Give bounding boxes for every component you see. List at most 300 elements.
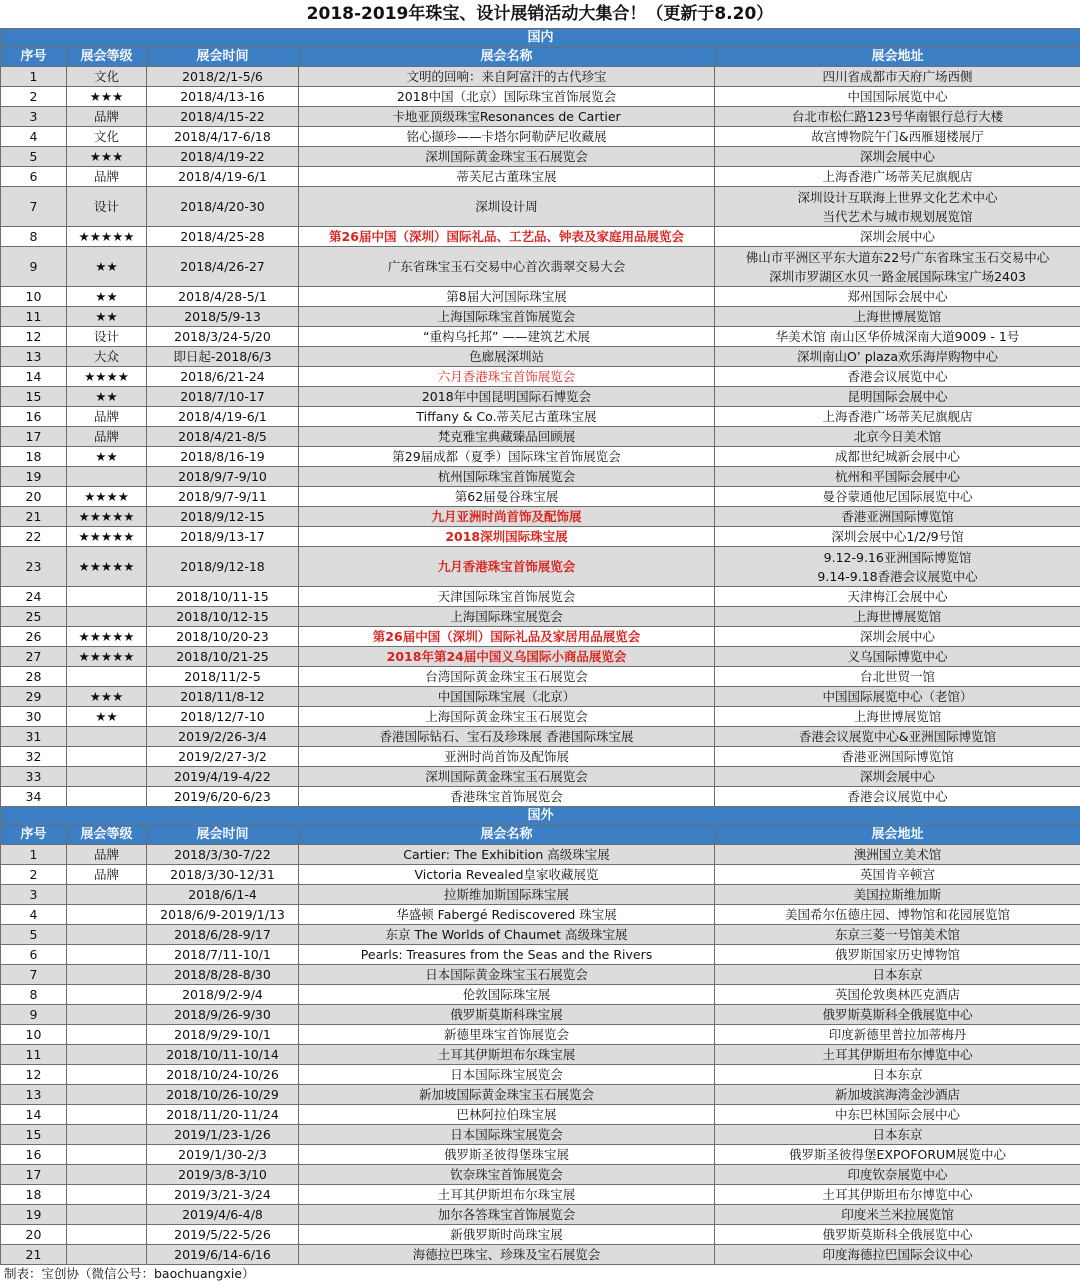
table-row <box>1 227 1080 247</box>
row-level <box>67 1185 147 1205</box>
row-level <box>67 945 147 965</box>
row-number: 13 <box>1 1085 67 1105</box>
section-label: 国外 <box>1 807 1080 826</box>
address-line: 北京今日美术馆 <box>853 429 942 444</box>
row-date: 2018/9/12-15 <box>147 507 299 527</box>
row-number: 9 <box>1 247 67 287</box>
row-level <box>67 1225 147 1245</box>
address-line: 深圳设计互联海上世界文化艺术中心 <box>797 189 998 205</box>
address-line: 俄罗斯国家历史博物馆 <box>834 947 960 962</box>
row-address <box>715 1045 1080 1065</box>
row-date: 2018/4/25-28 <box>147 227 299 247</box>
table-row <box>1 925 1080 945</box>
row-exhibition-name: 上海国际珠宝展览会 <box>299 607 715 627</box>
row-date: 2018/4/28-5/1 <box>147 287 299 307</box>
table-row <box>1 905 1080 925</box>
address-line: 台北市松仁路123号华南银行总行大楼 <box>791 109 1004 124</box>
column-header-col-address: 展会地址 <box>715 826 1080 845</box>
row-exhibition-name: 加尔各答珠宝首饰展览会 <box>299 1205 715 1225</box>
row-address <box>715 647 1080 667</box>
row-date: 2018/10/20-23 <box>147 627 299 647</box>
table-row <box>1 167 1080 187</box>
table-row <box>1 1125 1080 1145</box>
table-row <box>1 587 1080 607</box>
column-header-col-number: 序号 <box>1 826 67 845</box>
row-date: 2018/4/19-6/1 <box>147 167 299 187</box>
row-number: 34 <box>1 787 67 807</box>
address-line: 俄罗斯莫斯科全俄展览中心 <box>822 1007 973 1022</box>
row-date: 2018/3/30-12/31 <box>147 865 299 885</box>
row-exhibition-name: Victoria Revealed皇家收藏展览 <box>299 865 715 885</box>
row-exhibition-name: 东京 The Worlds of Chaumet 高级珠宝展 <box>299 925 715 945</box>
row-date: 2018/10/11-15 <box>147 587 299 607</box>
column-header-col-date: 展会时间 <box>147 48 299 67</box>
row-address <box>715 1065 1080 1085</box>
table-row <box>1 1165 1080 1185</box>
row-address <box>715 1085 1080 1105</box>
address-line: 深圳会展中心1/2/9号馆 <box>831 529 964 544</box>
row-number: 9 <box>1 1005 67 1025</box>
row-address <box>715 487 1080 507</box>
column-header-col-name: 展会名称 <box>299 826 715 845</box>
row-number: 19 <box>1 467 67 487</box>
row-level: ★★★ <box>67 87 147 107</box>
row-level: 设计 <box>67 327 147 347</box>
row-address <box>715 587 1080 607</box>
row-number: 16 <box>1 407 67 427</box>
table-row <box>1 1005 1080 1025</box>
row-exhibition-name: 2018深圳国际珠宝展 <box>299 527 715 547</box>
row-date: 2018/4/15-22 <box>147 107 299 127</box>
row-level <box>67 905 147 925</box>
table-row <box>1 945 1080 965</box>
row-exhibition-name: Tiffany & Co.蒂芙尼古董珠宝展 <box>299 407 715 427</box>
address-line: 深圳会展中心 <box>859 229 935 244</box>
row-date: 2019/6/20-6/23 <box>147 787 299 807</box>
table-row <box>1 527 1080 547</box>
row-level <box>67 727 147 747</box>
row-number: 18 <box>1 1185 67 1205</box>
row-date: 2018/10/12-15 <box>147 607 299 627</box>
row-address <box>715 447 1080 467</box>
row-level: ★★ <box>67 387 147 407</box>
address-line: 香港亚洲国际博览馆 <box>841 749 954 764</box>
row-address <box>715 107 1080 127</box>
row-date: 2018/7/10-17 <box>147 387 299 407</box>
row-number: 21 <box>1 507 67 527</box>
table-row <box>1 1225 1080 1245</box>
row-address <box>715 985 1080 1005</box>
address-line: 英国肯辛顿宫 <box>859 867 935 882</box>
address-line: 深圳市罗湖区水贝一路金展国际珠宝广场2403 <box>769 268 1026 284</box>
row-number: 11 <box>1 307 67 327</box>
row-number: 2 <box>1 865 67 885</box>
row-level: ★★★★ <box>67 367 147 387</box>
address-line: 香港会议展览中心 <box>847 789 948 804</box>
column-header-col-level: 展会等级 <box>67 48 147 67</box>
row-number: 31 <box>1 727 67 747</box>
address-line: 印度新德里普拉加蒂梅丹 <box>828 1027 967 1042</box>
row-date: 2018/2/1-5/6 <box>147 67 299 87</box>
row-exhibition-name: 2018年第24届中国义乌国际小商品展览会 <box>299 647 715 667</box>
row-number: 29 <box>1 687 67 707</box>
row-date: 2019/5/22-5/26 <box>147 1225 299 1245</box>
row-date: 2018/9/13-17 <box>147 527 299 547</box>
row-number: 21 <box>1 1245 67 1265</box>
row-exhibition-name: 新德里珠宝首饰展览会 <box>299 1025 715 1045</box>
row-exhibition-name: 色廊展深圳站 <box>299 347 715 367</box>
address-line: 9.12-9.16亚洲国际博览馆 <box>823 549 972 565</box>
row-exhibition-name: 海德拉巴珠宝、珍珠及宝石展览会 <box>299 1245 715 1265</box>
row-exhibition-name: 中国国际珠宝展（北京） <box>299 687 715 707</box>
row-date: 2019/3/8-3/10 <box>147 1165 299 1185</box>
table-row <box>1 367 1080 387</box>
table-row <box>1 787 1080 807</box>
address-line: 东京三菱一号馆美术馆 <box>834 927 960 942</box>
row-level: ★★★★★ <box>67 507 147 527</box>
row-date: 2018/6/9-2019/1/13 <box>147 905 299 925</box>
row-exhibition-name: 日本国际珠宝展览会 <box>299 1065 715 1085</box>
row-exhibition-name: 俄罗斯圣彼得堡珠宝展 <box>299 1145 715 1165</box>
address-line: 四川省成都市天府广场西侧 <box>822 69 973 84</box>
row-level: 文化 <box>67 67 147 87</box>
table-row <box>1 547 1080 587</box>
row-level <box>67 1065 147 1085</box>
section-label: 国内 <box>1 29 1080 48</box>
row-date: 2018/9/7-9/11 <box>147 487 299 507</box>
row-address <box>715 885 1080 905</box>
table-row <box>1 687 1080 707</box>
row-number: 1 <box>1 67 67 87</box>
address-line: 上海世博展览馆 <box>853 709 942 724</box>
row-date: 2019/1/30-2/3 <box>147 1145 299 1165</box>
row-level: ★★ <box>67 707 147 727</box>
row-number: 4 <box>1 127 67 147</box>
table-row <box>1 1045 1080 1065</box>
row-date: 2018/5/9-13 <box>147 307 299 327</box>
table-row <box>1 87 1080 107</box>
row-exhibition-name: 第62届曼谷珠宝展 <box>299 487 715 507</box>
row-exhibition-name: 深圳国际黄金珠宝玉石展览会 <box>299 767 715 787</box>
address-line: 深圳南山O’ plaza欢乐海岸购物中心 <box>796 349 999 364</box>
row-exhibition-name: “重构乌托邦” ——建筑艺术展 <box>299 327 715 347</box>
row-level <box>67 1245 147 1265</box>
row-level <box>67 1005 147 1025</box>
row-number: 27 <box>1 647 67 667</box>
row-exhibition-name: 巴林阿拉伯珠宝展 <box>299 1105 715 1125</box>
row-date: 2018/4/26-27 <box>147 247 299 287</box>
row-exhibition-name: 日本国际黄金珠宝玉石展览会 <box>299 965 715 985</box>
row-level <box>67 1165 147 1185</box>
table-row <box>1 347 1080 367</box>
row-exhibition-name: Cartier: The Exhibition 高级珠宝展 <box>299 845 715 865</box>
row-number: 1 <box>1 845 67 865</box>
address-line: 香港会议展览中心&亚洲国际博览馆 <box>798 729 997 744</box>
row-date: 2018/11/2-5 <box>147 667 299 687</box>
row-level: ★★ <box>67 447 147 467</box>
row-exhibition-name: 2018中国（北京）国际珠宝首饰展览会 <box>299 87 715 107</box>
address-line: 中东巴林国际会展中心 <box>834 1107 960 1122</box>
address-line: 上海世博展览馆 <box>853 309 942 324</box>
row-address <box>715 427 1080 447</box>
row-number: 8 <box>1 985 67 1005</box>
row-address <box>715 905 1080 925</box>
row-exhibition-name: 钦奈珠宝首饰展览会 <box>299 1165 715 1185</box>
row-date: 2018/7/11-10/1 <box>147 945 299 965</box>
row-exhibition-name: 上海国际珠宝首饰展览会 <box>299 307 715 327</box>
table-row <box>1 1085 1080 1105</box>
row-address <box>715 127 1080 147</box>
row-number: 19 <box>1 1205 67 1225</box>
row-date: 2018/4/19-22 <box>147 147 299 167</box>
row-date: 2018/8/16-19 <box>147 447 299 467</box>
row-level: ★★★ <box>67 147 147 167</box>
row-date: 2018/6/21-24 <box>147 367 299 387</box>
row-address <box>715 1205 1080 1225</box>
row-number: 13 <box>1 347 67 367</box>
row-date: 2018/10/26-10/29 <box>147 1085 299 1105</box>
address-line: 美国希尔伍德庄园、博物馆和花园展览馆 <box>784 907 1010 922</box>
row-level <box>67 1205 147 1225</box>
row-level: ★★★★★ <box>67 647 147 667</box>
row-address <box>715 467 1080 487</box>
row-address <box>715 667 1080 687</box>
row-exhibition-name: 第29届成都（夏季）国际珠宝首饰展览会 <box>299 447 715 467</box>
row-exhibition-name: 九月香港珠宝首饰展览会 <box>299 547 715 587</box>
column-header-col-name: 展会名称 <box>299 48 715 67</box>
row-level <box>67 1045 147 1065</box>
address-line: 上海世博展览馆 <box>853 609 942 624</box>
table-row <box>1 1025 1080 1045</box>
row-address <box>715 965 1080 985</box>
row-exhibition-name: 华盛顿 Fabergé Rediscovered 珠宝展 <box>299 905 715 925</box>
row-number: 25 <box>1 607 67 627</box>
row-date: 2018/9/7-9/10 <box>147 467 299 487</box>
row-address <box>715 367 1080 387</box>
address-line: 印度钦奈展览中心 <box>847 1167 948 1182</box>
address-line: 深圳会展中心 <box>859 629 935 644</box>
table-row <box>1 287 1080 307</box>
table-row <box>1 965 1080 985</box>
row-address <box>715 327 1080 347</box>
row-level <box>67 925 147 945</box>
row-number: 10 <box>1 287 67 307</box>
row-number: 10 <box>1 1025 67 1045</box>
row-number: 33 <box>1 767 67 787</box>
row-address <box>715 1025 1080 1045</box>
table-row <box>1 1065 1080 1085</box>
address-line: 印度海德拉巴国际会议中心 <box>822 1247 973 1262</box>
table-row <box>1 707 1080 727</box>
table-row <box>1 865 1080 885</box>
row-number: 14 <box>1 1105 67 1125</box>
row-exhibition-name: 第26届中国（深圳）国际礼品、工艺品、钟表及家庭用品展览会 <box>299 227 715 247</box>
row-address <box>715 1165 1080 1185</box>
row-exhibition-name: 土耳其伊斯坦布尔珠宝展 <box>299 1045 715 1065</box>
row-exhibition-name: 土耳其伊斯坦布尔珠宝展 <box>299 1185 715 1205</box>
address-line: 上海香港广场蒂芙尼旗舰店 <box>822 169 973 184</box>
table-row <box>1 107 1080 127</box>
row-level: 品牌 <box>67 427 147 447</box>
table-row <box>1 845 1080 865</box>
row-exhibition-name: 亚洲时尚首饰及配饰展 <box>299 747 715 767</box>
row-address <box>715 187 1080 227</box>
row-level: 文化 <box>67 127 147 147</box>
address-line: 成都世纪城新会展中心 <box>834 449 960 464</box>
table-row <box>1 487 1080 507</box>
row-exhibition-name: 第8届大河国际珠宝展 <box>299 287 715 307</box>
address-line: 香港会议展览中心 <box>847 369 948 384</box>
row-date: 2018/10/24-10/26 <box>147 1065 299 1085</box>
row-address <box>715 547 1080 587</box>
address-line: 印度米兰米拉展览馆 <box>841 1207 954 1222</box>
column-header-col-number: 序号 <box>1 48 67 67</box>
row-number: 17 <box>1 427 67 447</box>
table-row <box>1 1145 1080 1165</box>
table-row <box>1 247 1080 287</box>
row-number: 4 <box>1 905 67 925</box>
table-row <box>1 507 1080 527</box>
row-level <box>67 587 147 607</box>
row-level: ★★★★★ <box>67 527 147 547</box>
row-exhibition-name: 2018年中国昆明国际石博览会 <box>299 387 715 407</box>
address-line: 英国伦敦奥林匹克酒店 <box>834 987 960 1002</box>
row-exhibition-name: 杭州国际珠宝首饰展览会 <box>299 467 715 487</box>
row-exhibition-name: 第26届中国（深圳）国际礼品及家居用品展览会 <box>299 627 715 647</box>
row-address <box>715 925 1080 945</box>
row-address <box>715 387 1080 407</box>
address-line: 香港亚洲国际博览馆 <box>841 509 954 524</box>
row-level: 品牌 <box>67 865 147 885</box>
row-address <box>715 67 1080 87</box>
row-level: 品牌 <box>67 845 147 865</box>
row-level: ★★ <box>67 247 147 287</box>
section-header-domestic <box>1 29 1080 48</box>
table-row <box>1 147 1080 167</box>
address-line: 土耳其伊斯坦布尔博览中心 <box>822 1187 973 1202</box>
row-date: 2018/4/21-8/5 <box>147 427 299 447</box>
row-number: 7 <box>1 965 67 985</box>
row-address <box>715 287 1080 307</box>
row-date: 2018/6/28-9/17 <box>147 925 299 945</box>
row-number: 14 <box>1 367 67 387</box>
row-number: 8 <box>1 227 67 247</box>
row-number: 5 <box>1 147 67 167</box>
row-address <box>715 227 1080 247</box>
row-date: 2019/3/21-3/24 <box>147 1185 299 1205</box>
row-exhibition-name: 拉斯维加斯国际珠宝展 <box>299 885 715 905</box>
row-date: 2018/11/8-12 <box>147 687 299 707</box>
row-date: 2018/6/1-4 <box>147 885 299 905</box>
row-date: 2018/8/28-8/30 <box>147 965 299 985</box>
column-header-col-date: 展会时间 <box>147 826 299 845</box>
row-date: 2018/3/30-7/22 <box>147 845 299 865</box>
row-number: 2 <box>1 87 67 107</box>
address-line: 俄罗斯莫斯科全俄展览中心 <box>822 1227 973 1242</box>
row-number: 32 <box>1 747 67 767</box>
table-row <box>1 607 1080 627</box>
row-level: 品牌 <box>67 167 147 187</box>
table-row <box>1 1205 1080 1225</box>
address-line: 中国国际展览中心 <box>847 89 948 104</box>
row-level <box>67 1145 147 1165</box>
row-exhibition-name: 文明的回响：来自阿富汗的古代珍宝 <box>299 67 715 87</box>
address-line: 日本东京 <box>872 967 923 982</box>
row-exhibition-name: 九月亚洲时尚首饰及配饰展 <box>299 507 715 527</box>
table-row <box>1 307 1080 327</box>
address-line: 佛山市平洲区平东大道东22号广东省珠宝玉石交易中心 <box>745 249 1050 265</box>
row-level <box>67 985 147 1005</box>
row-level <box>67 885 147 905</box>
row-number: 17 <box>1 1165 67 1185</box>
row-level <box>67 965 147 985</box>
row-level: ★★ <box>67 307 147 327</box>
row-address <box>715 767 1080 787</box>
row-address <box>715 1105 1080 1125</box>
row-address <box>715 787 1080 807</box>
row-date: 2018/4/19-6/1 <box>147 407 299 427</box>
row-level: 设计 <box>67 187 147 227</box>
column-header-row <box>1 48 1080 67</box>
table-row <box>1 187 1080 227</box>
row-address <box>715 347 1080 367</box>
row-number: 6 <box>1 945 67 965</box>
row-number: 3 <box>1 885 67 905</box>
row-address <box>715 167 1080 187</box>
page-title: 2018-2019年珠宝、设计展销活动大集合！（更新于8.20） <box>306 4 774 24</box>
row-address <box>715 147 1080 167</box>
table-row <box>1 647 1080 667</box>
address-line: 当代艺术与城市规划展览馆 <box>822 208 973 224</box>
row-level <box>67 467 147 487</box>
table-row <box>1 985 1080 1005</box>
row-number: 24 <box>1 587 67 607</box>
row-level <box>67 767 147 787</box>
row-level <box>67 1025 147 1045</box>
row-exhibition-name: 深圳国际黄金珠宝玉石展览会 <box>299 147 715 167</box>
row-address <box>715 607 1080 627</box>
row-exhibition-name: 天津国际珠宝首饰展览会 <box>299 587 715 607</box>
row-number: 16 <box>1 1145 67 1165</box>
column-header-col-address: 展会地址 <box>715 48 1080 67</box>
row-date: 2019/2/27-3/2 <box>147 747 299 767</box>
row-level: ★★★★ <box>67 487 147 507</box>
row-number: 30 <box>1 707 67 727</box>
table-row <box>1 467 1080 487</box>
address-line: 中国国际展览中心（老馆） <box>822 689 973 704</box>
table-row <box>1 67 1080 87</box>
row-number: 5 <box>1 925 67 945</box>
table-row <box>1 1185 1080 1205</box>
address-line: 故宫博物院午门&西雁翅楼展厅 <box>811 129 984 144</box>
row-level <box>67 1105 147 1125</box>
row-exhibition-name: 上海国际黄金珠宝玉石展览会 <box>299 707 715 727</box>
table-row <box>1 885 1080 905</box>
row-number: 23 <box>1 547 67 587</box>
table-row <box>1 627 1080 647</box>
row-address <box>715 87 1080 107</box>
row-date: 2019/1/23-1/26 <box>147 1125 299 1145</box>
row-number: 15 <box>1 1125 67 1145</box>
row-address <box>715 1125 1080 1145</box>
address-line: 澳洲国立美术馆 <box>853 847 942 862</box>
address-line: 郑州国际会展中心 <box>847 289 948 304</box>
row-level <box>67 787 147 807</box>
row-number: 12 <box>1 327 67 347</box>
row-number: 28 <box>1 667 67 687</box>
row-date: 2018/10/11-10/14 <box>147 1045 299 1065</box>
table-row <box>1 767 1080 787</box>
